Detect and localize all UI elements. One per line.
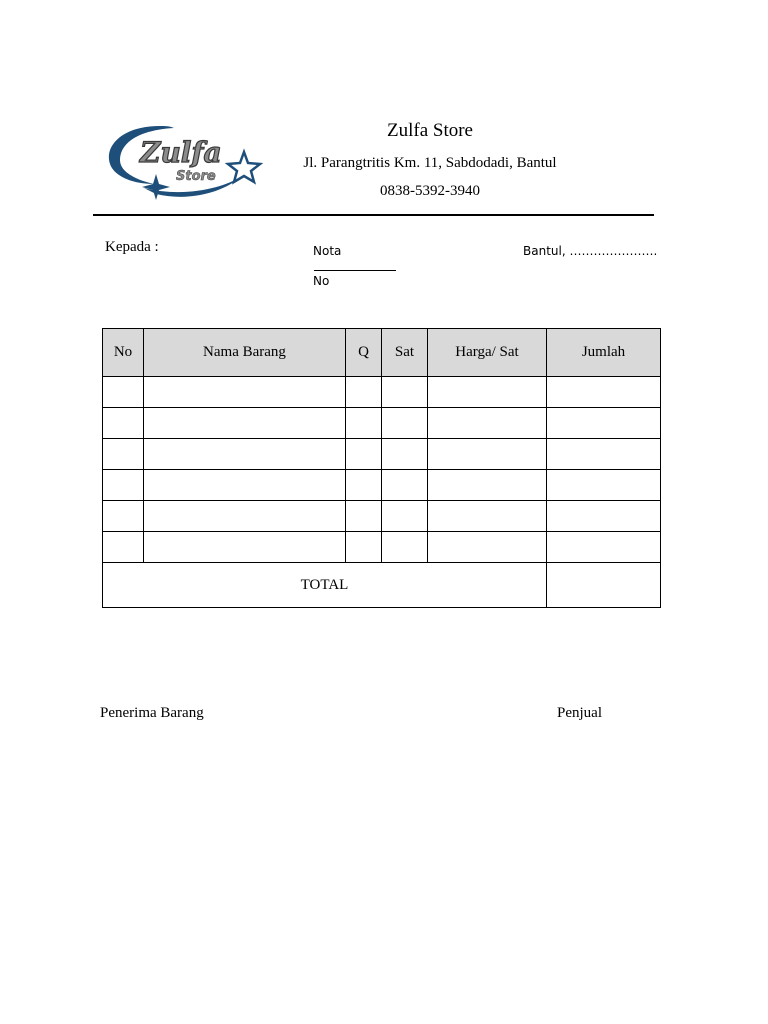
cell-nama-barang[interactable] xyxy=(144,439,346,470)
cell-sat[interactable] xyxy=(382,501,428,532)
cell-jumlah[interactable] xyxy=(547,470,661,501)
header-divider xyxy=(93,214,654,216)
store-name: Zulfa Store xyxy=(386,120,473,141)
cell-harga-sat[interactable] xyxy=(428,501,547,532)
cell-nama-barang[interactable] xyxy=(144,470,346,501)
table-header-row xyxy=(103,329,661,377)
cell-harga-sat[interactable] xyxy=(428,377,547,408)
header-harga-sat: Harga/ Sat xyxy=(428,329,547,377)
svg-text:Store: Store xyxy=(176,169,216,184)
cell-q[interactable] xyxy=(346,501,382,532)
items-table xyxy=(102,328,661,608)
cell-q[interactable] xyxy=(346,532,382,563)
cell-sat[interactable] xyxy=(382,532,428,563)
cell-no[interactable] xyxy=(103,501,144,532)
header-q: Q xyxy=(346,329,382,377)
header-nama-barang: Nama Barang xyxy=(144,329,346,377)
total-value[interactable] xyxy=(547,563,661,608)
cell-no[interactable] xyxy=(103,470,144,501)
total-row xyxy=(103,563,661,608)
cell-jumlah[interactable] xyxy=(547,439,661,470)
header-no: No xyxy=(103,329,144,377)
cell-harga-sat[interactable] xyxy=(428,408,547,439)
store-logo xyxy=(104,118,264,208)
header-jumlah: Jumlah xyxy=(547,329,661,377)
cell-harga-sat[interactable] xyxy=(428,532,547,563)
cell-jumlah[interactable] xyxy=(547,532,661,563)
cell-q[interactable] xyxy=(346,470,382,501)
cell-jumlah[interactable] xyxy=(547,501,661,532)
cell-jumlah[interactable] xyxy=(547,377,661,408)
cell-q[interactable] xyxy=(346,408,382,439)
cell-sat[interactable] xyxy=(382,377,428,408)
cell-sat[interactable] xyxy=(382,439,428,470)
cell-jumlah[interactable] xyxy=(547,408,661,439)
cell-nama-barang[interactable] xyxy=(144,408,346,439)
cell-no[interactable] xyxy=(103,532,144,563)
table-row xyxy=(103,470,661,501)
cell-sat[interactable] xyxy=(382,470,428,501)
svg-text:Zulfa: Zulfa xyxy=(140,136,222,169)
nota-label: Nota xyxy=(313,244,342,258)
seller-signature-label: Penjual xyxy=(557,705,602,721)
cell-no[interactable] xyxy=(103,439,144,470)
zulfa-store-logo-icon xyxy=(104,118,264,208)
receiver-signature-label: Penerima Barang xyxy=(100,705,204,721)
cell-sat[interactable] xyxy=(382,408,428,439)
store-address: Jl. Parangtritis Km. 11, Sabdodadi, Bantul xyxy=(303,155,557,171)
cell-nama-barang[interactable] xyxy=(144,377,346,408)
total-label: TOTAL xyxy=(103,563,547,608)
kepada-label: Kepada : xyxy=(105,239,159,255)
table-row xyxy=(103,439,661,470)
table-row xyxy=(103,408,661,439)
cell-no[interactable] xyxy=(103,377,144,408)
table-row xyxy=(103,501,661,532)
cell-q[interactable] xyxy=(346,377,382,408)
table-row xyxy=(103,532,661,563)
cell-q[interactable] xyxy=(346,439,382,470)
cell-nama-barang[interactable] xyxy=(144,501,346,532)
cell-harga-sat[interactable] xyxy=(428,439,547,470)
cell-harga-sat[interactable] xyxy=(428,470,547,501)
date-line: Bantul, …………………. xyxy=(523,244,658,258)
cell-nama-barang[interactable] xyxy=(144,532,346,563)
store-phone: 0838-5392-3940 xyxy=(380,183,480,199)
table-row xyxy=(103,377,661,408)
header-sat: Sat xyxy=(382,329,428,377)
cell-no[interactable] xyxy=(103,408,144,439)
no-label: No xyxy=(313,274,330,288)
nota-underline xyxy=(314,270,396,271)
